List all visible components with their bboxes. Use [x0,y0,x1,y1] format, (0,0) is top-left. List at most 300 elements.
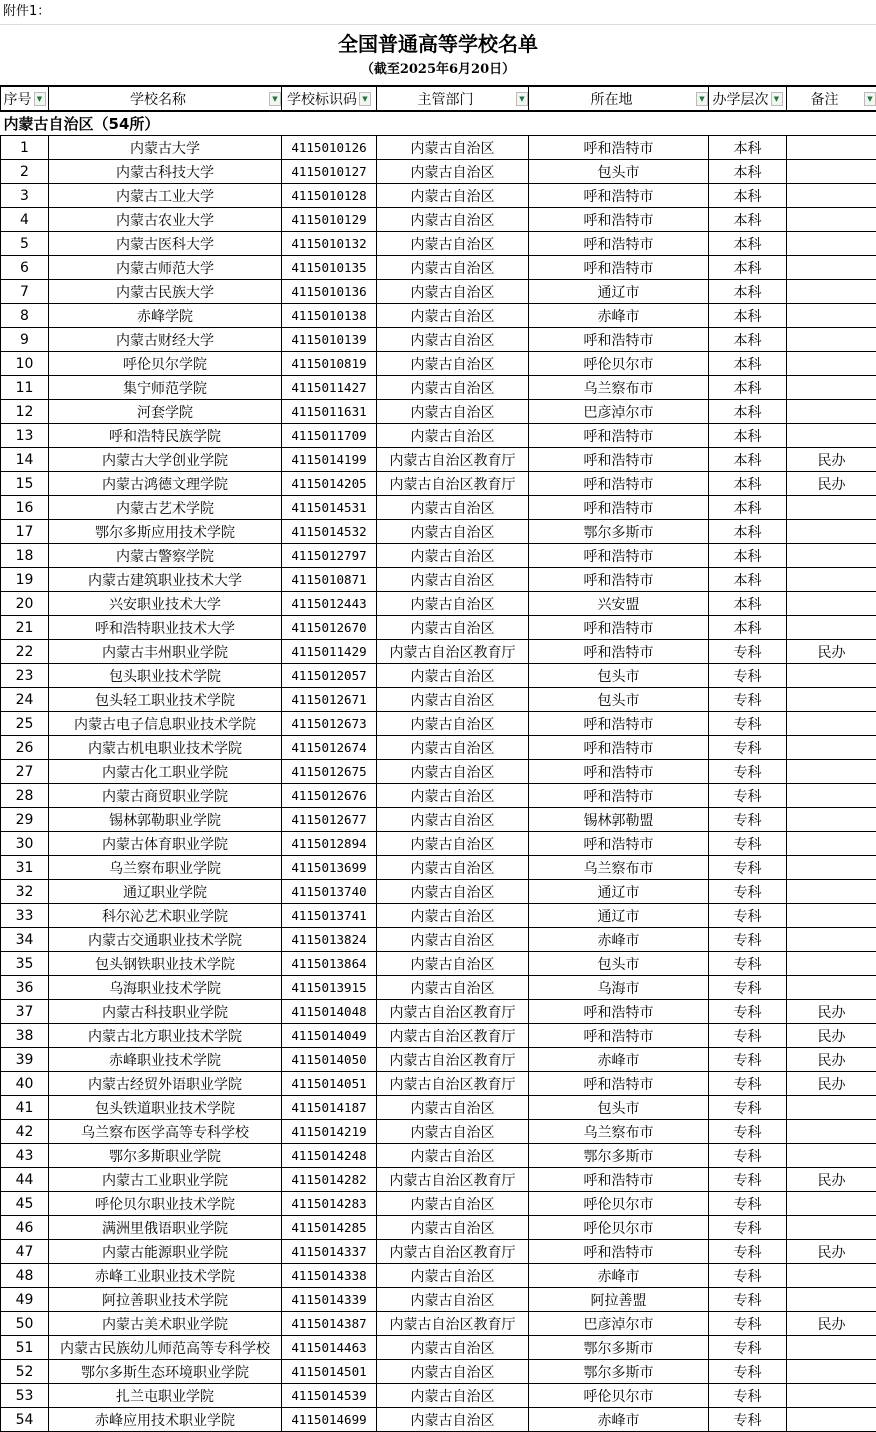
cell-name[interactable]: 内蒙古工业大学 [49,184,282,208]
cell-level[interactable]: 专科 [709,880,787,904]
cell-location[interactable]: 呼和浩特市 [529,1024,709,1048]
cell-index[interactable]: 16 [1,496,49,520]
cell-index[interactable]: 34 [1,928,49,952]
cell-name[interactable]: 呼伦贝尔职业技术学院 [49,1192,282,1216]
cell-code[interactable]: 4115014338 [282,1264,377,1288]
cell-location[interactable]: 呼和浩特市 [529,136,709,160]
cell-index[interactable]: 53 [1,1384,49,1408]
cell-department[interactable]: 内蒙古自治区教育厅 [377,1168,529,1192]
cell-index[interactable]: 30 [1,832,49,856]
cell-code[interactable]: 4115014339 [282,1288,377,1312]
cell-location[interactable]: 呼和浩特市 [529,232,709,256]
cell-note[interactable]: 民办 [787,472,876,496]
cell-code[interactable]: 4115014539 [282,1384,377,1408]
cell-level[interactable]: 本科 [709,424,787,448]
cell-location[interactable]: 鄂尔多斯市 [529,520,709,544]
cell-name[interactable]: 内蒙古大学 [49,136,282,160]
cell-department[interactable]: 内蒙古自治区 [377,880,529,904]
cell-code[interactable]: 4115013741 [282,904,377,928]
cell-department[interactable]: 内蒙古自治区教育厅 [377,472,529,496]
cell-level[interactable]: 专科 [709,640,787,664]
cell-index[interactable]: 39 [1,1048,49,1072]
cell-department[interactable]: 内蒙古自治区 [377,1120,529,1144]
cell-note[interactable] [787,592,876,616]
cell-code[interactable]: 4115014337 [282,1240,377,1264]
cell-department[interactable]: 内蒙古自治区 [377,496,529,520]
cell-level[interactable]: 专科 [709,1288,787,1312]
cell-location[interactable]: 赤峰市 [529,1048,709,1072]
cell-index[interactable]: 20 [1,592,49,616]
cell-level[interactable]: 专科 [709,832,787,856]
cell-note[interactable] [787,256,876,280]
cell-index[interactable]: 22 [1,640,49,664]
cell-location[interactable]: 呼和浩特市 [529,640,709,664]
cell-note[interactable] [787,832,876,856]
cell-code[interactable]: 4115014282 [282,1168,377,1192]
cell-index[interactable]: 41 [1,1096,49,1120]
cell-index[interactable]: 5 [1,232,49,256]
cell-code[interactable]: 4115014219 [282,1120,377,1144]
cell-department[interactable]: 内蒙古自治区 [377,1264,529,1288]
cell-department[interactable]: 内蒙古自治区 [377,1192,529,1216]
cell-code[interactable]: 4115014387 [282,1312,377,1336]
cell-location[interactable]: 呼和浩特市 [529,472,709,496]
cell-note[interactable] [787,1360,876,1384]
cell-name[interactable]: 内蒙古北方职业技术学院 [49,1024,282,1048]
cell-note[interactable] [787,328,876,352]
cell-index[interactable]: 50 [1,1312,49,1336]
cell-department[interactable]: 内蒙古自治区 [377,736,529,760]
cell-name[interactable]: 内蒙古大学创业学院 [49,448,282,472]
cell-department[interactable]: 内蒙古自治区 [377,784,529,808]
cell-location[interactable]: 阿拉善盟 [529,1288,709,1312]
cell-name[interactable]: 内蒙古科技大学 [49,160,282,184]
cell-department[interactable]: 内蒙古自治区 [377,232,529,256]
cell-department[interactable]: 内蒙古自治区 [377,952,529,976]
cell-department[interactable]: 内蒙古自治区教育厅 [377,1024,529,1048]
cell-location[interactable]: 呼和浩特市 [529,736,709,760]
cell-note[interactable]: 民办 [787,1312,876,1336]
cell-level[interactable]: 专科 [709,1312,787,1336]
cell-name[interactable]: 赤峰职业技术学院 [49,1048,282,1072]
cell-location[interactable]: 包头市 [529,664,709,688]
cell-note[interactable] [787,424,876,448]
cell-name[interactable]: 阿拉善职业技术学院 [49,1288,282,1312]
cell-index[interactable]: 9 [1,328,49,352]
filter-dropdown-icon[interactable]: ▼ [696,92,708,106]
cell-department[interactable]: 内蒙古自治区 [377,616,529,640]
cell-location[interactable]: 包头市 [529,160,709,184]
cell-name[interactable]: 包头钢铁职业技术学院 [49,952,282,976]
cell-note[interactable] [787,184,876,208]
cell-name[interactable]: 内蒙古警察学院 [49,544,282,568]
cell-index[interactable]: 21 [1,616,49,640]
cell-code[interactable]: 4115011427 [282,376,377,400]
cell-note[interactable] [787,544,876,568]
cell-index[interactable]: 11 [1,376,49,400]
cell-note[interactable] [787,1192,876,1216]
cell-index[interactable]: 54 [1,1408,49,1432]
cell-name[interactable]: 内蒙古美术职业学院 [49,1312,282,1336]
cell-level[interactable]: 专科 [709,952,787,976]
cell-index[interactable]: 48 [1,1264,49,1288]
cell-department[interactable]: 内蒙古自治区教育厅 [377,1312,529,1336]
cell-code[interactable]: 4115014049 [282,1024,377,1048]
cell-location[interactable]: 赤峰市 [529,304,709,328]
cell-name[interactable]: 内蒙古师范大学 [49,256,282,280]
cell-index[interactable]: 49 [1,1288,49,1312]
cell-name[interactable]: 呼和浩特民族学院 [49,424,282,448]
cell-level[interactable]: 专科 [709,1168,787,1192]
cell-location[interactable]: 呼和浩特市 [529,208,709,232]
cell-code[interactable]: 4115010138 [282,304,377,328]
cell-location[interactable]: 锡林郭勒盟 [529,808,709,832]
cell-index[interactable]: 33 [1,904,49,928]
filter-dropdown-icon[interactable]: ▼ [269,92,281,106]
cell-name[interactable]: 内蒙古工业职业学院 [49,1168,282,1192]
cell-location[interactable]: 乌兰察布市 [529,376,709,400]
cell-location[interactable]: 呼伦贝尔市 [529,1216,709,1240]
cell-code[interactable]: 4115014699 [282,1408,377,1432]
cell-note[interactable] [787,352,876,376]
cell-code[interactable]: 4115014285 [282,1216,377,1240]
cell-department[interactable]: 内蒙古自治区 [377,856,529,880]
cell-department[interactable]: 内蒙古自治区教育厅 [377,1240,529,1264]
cell-note[interactable] [787,520,876,544]
cell-note[interactable]: 民办 [787,1000,876,1024]
cell-department[interactable]: 内蒙古自治区 [377,256,529,280]
cell-level[interactable]: 专科 [709,904,787,928]
cell-location[interactable]: 赤峰市 [529,1264,709,1288]
cell-location[interactable]: 兴安盟 [529,592,709,616]
cell-location[interactable]: 呼和浩特市 [529,448,709,472]
cell-index[interactable]: 40 [1,1072,49,1096]
cell-name[interactable]: 内蒙古商贸职业学院 [49,784,282,808]
cell-code[interactable]: 4115010135 [282,256,377,280]
cell-index[interactable]: 45 [1,1192,49,1216]
cell-code[interactable]: 4115010139 [282,328,377,352]
cell-level[interactable]: 本科 [709,256,787,280]
cell-code[interactable]: 4115011429 [282,640,377,664]
cell-code[interactable]: 4115012675 [282,760,377,784]
cell-level[interactable]: 专科 [709,1240,787,1264]
cell-code[interactable]: 4115011709 [282,424,377,448]
cell-index[interactable]: 44 [1,1168,49,1192]
cell-location[interactable]: 呼和浩特市 [529,616,709,640]
cell-code[interactable]: 4115014205 [282,472,377,496]
cell-note[interactable] [787,712,876,736]
cell-note[interactable] [787,208,876,232]
cell-level[interactable]: 专科 [709,1408,787,1432]
cell-note[interactable] [787,760,876,784]
cell-code[interactable]: 4115010126 [282,136,377,160]
cell-index[interactable]: 3 [1,184,49,208]
cell-department[interactable]: 内蒙古自治区教育厅 [377,1072,529,1096]
cell-level[interactable]: 专科 [709,712,787,736]
cell-department[interactable]: 内蒙古自治区 [377,760,529,784]
cell-level[interactable]: 专科 [709,784,787,808]
cell-department[interactable]: 内蒙古自治区 [377,328,529,352]
cell-note[interactable] [787,280,876,304]
cell-location[interactable]: 呼和浩特市 [529,1072,709,1096]
cell-department[interactable]: 内蒙古自治区 [377,976,529,1000]
cell-index[interactable]: 4 [1,208,49,232]
cell-code[interactable]: 4115012894 [282,832,377,856]
cell-level[interactable]: 专科 [709,856,787,880]
cell-level[interactable]: 专科 [709,760,787,784]
cell-level[interactable]: 本科 [709,208,787,232]
cell-location[interactable]: 呼伦贝尔市 [529,352,709,376]
cell-department[interactable]: 内蒙古自治区 [377,424,529,448]
cell-location[interactable]: 呼和浩特市 [529,568,709,592]
cell-index[interactable]: 32 [1,880,49,904]
cell-level[interactable]: 本科 [709,616,787,640]
cell-department[interactable]: 内蒙古自治区 [377,664,529,688]
cell-name[interactable]: 内蒙古建筑职业技术大学 [49,568,282,592]
cell-name[interactable]: 包头职业技术学院 [49,664,282,688]
cell-department[interactable]: 内蒙古自治区教育厅 [377,640,529,664]
cell-level[interactable]: 本科 [709,328,787,352]
cell-note[interactable] [787,1216,876,1240]
cell-note[interactable] [787,496,876,520]
cell-level[interactable]: 专科 [709,1144,787,1168]
cell-level[interactable]: 专科 [709,1216,787,1240]
cell-index[interactable]: 12 [1,400,49,424]
cell-level[interactable]: 专科 [709,976,787,1000]
cell-code[interactable]: 4115014532 [282,520,377,544]
cell-code[interactable]: 4115010129 [282,208,377,232]
cell-note[interactable]: 民办 [787,448,876,472]
cell-index[interactable]: 14 [1,448,49,472]
cell-name[interactable]: 鄂尔多斯职业学院 [49,1144,282,1168]
cell-name[interactable]: 包头轻工职业技术学院 [49,688,282,712]
cell-name[interactable]: 呼和浩特职业技术大学 [49,616,282,640]
cell-level[interactable]: 本科 [709,400,787,424]
cell-level[interactable]: 专科 [709,928,787,952]
cell-name[interactable]: 内蒙古鸿德文理学院 [49,472,282,496]
cell-location[interactable]: 呼和浩特市 [529,424,709,448]
cell-department[interactable]: 内蒙古自治区 [377,1384,529,1408]
cell-code[interactable]: 4115013915 [282,976,377,1000]
cell-name[interactable]: 内蒙古农业大学 [49,208,282,232]
cell-level[interactable]: 专科 [709,1096,787,1120]
cell-location[interactable]: 呼和浩特市 [529,1168,709,1192]
cell-code[interactable]: 4115010871 [282,568,377,592]
cell-department[interactable]: 内蒙古自治区 [377,1360,529,1384]
cell-department[interactable]: 内蒙古自治区 [377,376,529,400]
cell-index[interactable]: 10 [1,352,49,376]
cell-location[interactable]: 通辽市 [529,880,709,904]
cell-index[interactable]: 8 [1,304,49,328]
cell-name[interactable]: 内蒙古能源职业学院 [49,1240,282,1264]
cell-location[interactable]: 鄂尔多斯市 [529,1144,709,1168]
cell-name[interactable]: 赤峰学院 [49,304,282,328]
cell-level[interactable]: 专科 [709,1384,787,1408]
cell-level[interactable]: 专科 [709,1072,787,1096]
cell-department[interactable]: 内蒙古自治区 [377,160,529,184]
cell-index[interactable]: 51 [1,1336,49,1360]
cell-level[interactable]: 本科 [709,496,787,520]
cell-level[interactable]: 本科 [709,136,787,160]
cell-level[interactable]: 本科 [709,544,787,568]
cell-department[interactable]: 内蒙古自治区 [377,400,529,424]
cell-name[interactable]: 兴安职业技术大学 [49,592,282,616]
cell-code[interactable]: 4115013864 [282,952,377,976]
cell-level[interactable]: 本科 [709,520,787,544]
cell-location[interactable]: 呼和浩特市 [529,544,709,568]
cell-location[interactable]: 呼和浩特市 [529,760,709,784]
cell-name[interactable]: 内蒙古电子信息职业技术学院 [49,712,282,736]
cell-note[interactable] [787,1384,876,1408]
cell-department[interactable]: 内蒙古自治区 [377,712,529,736]
cell-name[interactable]: 呼伦贝尔学院 [49,352,282,376]
cell-note[interactable]: 民办 [787,1168,876,1192]
cell-note[interactable] [787,736,876,760]
cell-level[interactable]: 本科 [709,160,787,184]
cell-level[interactable]: 专科 [709,1120,787,1144]
cell-note[interactable] [787,1408,876,1432]
cell-code[interactable]: 4115014050 [282,1048,377,1072]
cell-code[interactable]: 4115014248 [282,1144,377,1168]
cell-name[interactable]: 内蒙古机电职业技术学院 [49,736,282,760]
cell-department[interactable]: 内蒙古自治区 [377,1288,529,1312]
cell-note[interactable]: 民办 [787,1240,876,1264]
cell-level[interactable]: 专科 [709,1336,787,1360]
cell-level[interactable]: 本科 [709,472,787,496]
cell-location[interactable]: 赤峰市 [529,928,709,952]
cell-index[interactable]: 38 [1,1024,49,1048]
cell-index[interactable]: 2 [1,160,49,184]
cell-code[interactable]: 4115010128 [282,184,377,208]
cell-name[interactable]: 通辽职业学院 [49,880,282,904]
cell-index[interactable]: 15 [1,472,49,496]
cell-level[interactable]: 本科 [709,448,787,472]
cell-level[interactable]: 本科 [709,232,787,256]
cell-index[interactable]: 6 [1,256,49,280]
cell-note[interactable] [787,904,876,928]
cell-note[interactable] [787,1288,876,1312]
cell-level[interactable]: 本科 [709,184,787,208]
cell-department[interactable]: 内蒙古自治区 [377,208,529,232]
cell-index[interactable]: 27 [1,760,49,784]
cell-location[interactable]: 通辽市 [529,904,709,928]
cell-code[interactable]: 4115011631 [282,400,377,424]
cell-name[interactable]: 赤峰工业职业技术学院 [49,1264,282,1288]
cell-index[interactable]: 7 [1,280,49,304]
cell-level[interactable]: 本科 [709,352,787,376]
cell-level[interactable]: 专科 [709,1360,787,1384]
cell-index[interactable]: 25 [1,712,49,736]
cell-name[interactable]: 鄂尔多斯生态环境职业学院 [49,1360,282,1384]
cell-note[interactable] [787,1120,876,1144]
cell-level[interactable]: 专科 [709,1000,787,1024]
cell-index[interactable]: 29 [1,808,49,832]
cell-level[interactable]: 本科 [709,568,787,592]
cell-note[interactable] [787,568,876,592]
cell-note[interactable] [787,1144,876,1168]
cell-name[interactable]: 内蒙古艺术学院 [49,496,282,520]
cell-code[interactable]: 4115012057 [282,664,377,688]
cell-index[interactable]: 42 [1,1120,49,1144]
cell-code[interactable]: 4115012676 [282,784,377,808]
cell-code[interactable]: 4115012674 [282,736,377,760]
cell-level[interactable]: 本科 [709,592,787,616]
cell-level[interactable]: 本科 [709,304,787,328]
cell-location[interactable]: 呼和浩特市 [529,328,709,352]
cell-code[interactable]: 4115014531 [282,496,377,520]
cell-index[interactable]: 52 [1,1360,49,1384]
cell-index[interactable]: 17 [1,520,49,544]
cell-code[interactable]: 4115012671 [282,688,377,712]
cell-level[interactable]: 专科 [709,808,787,832]
cell-index[interactable]: 24 [1,688,49,712]
cell-note[interactable] [787,232,876,256]
cell-note[interactable] [787,976,876,1000]
cell-name[interactable]: 扎兰屯职业学院 [49,1384,282,1408]
cell-name[interactable]: 集宁师范学院 [49,376,282,400]
cell-department[interactable]: 内蒙古自治区 [377,688,529,712]
filter-dropdown-icon[interactable]: ▼ [771,92,783,106]
cell-department[interactable]: 内蒙古自治区 [377,280,529,304]
cell-department[interactable]: 内蒙古自治区 [377,1336,529,1360]
cell-name[interactable]: 内蒙古医科大学 [49,232,282,256]
cell-location[interactable]: 乌兰察布市 [529,856,709,880]
cell-note[interactable] [787,856,876,880]
filter-dropdown-icon[interactable]: ▼ [34,92,46,106]
cell-location[interactable]: 鄂尔多斯市 [529,1360,709,1384]
cell-name[interactable]: 内蒙古丰州职业学院 [49,640,282,664]
cell-location[interactable]: 鄂尔多斯市 [529,1336,709,1360]
cell-level[interactable]: 专科 [709,664,787,688]
cell-department[interactable]: 内蒙古自治区 [377,1144,529,1168]
cell-location[interactable]: 呼和浩特市 [529,712,709,736]
cell-code[interactable]: 4115012677 [282,808,377,832]
cell-index[interactable]: 18 [1,544,49,568]
cell-note[interactable] [787,808,876,832]
cell-department[interactable]: 内蒙古自治区 [377,352,529,376]
cell-index[interactable]: 37 [1,1000,49,1024]
cell-name[interactable]: 内蒙古化工职业学院 [49,760,282,784]
cell-department[interactable]: 内蒙古自治区 [377,808,529,832]
cell-note[interactable] [787,1264,876,1288]
cell-code[interactable]: 4115010819 [282,352,377,376]
cell-name[interactable]: 鄂尔多斯应用技术学院 [49,520,282,544]
cell-location[interactable]: 巴彦淖尔市 [529,400,709,424]
cell-location[interactable]: 呼和浩特市 [529,184,709,208]
cell-note[interactable] [787,928,876,952]
cell-department[interactable]: 内蒙古自治区 [377,304,529,328]
cell-code[interactable]: 4115013699 [282,856,377,880]
cell-index[interactable]: 31 [1,856,49,880]
cell-location[interactable]: 乌兰察布市 [529,1120,709,1144]
cell-level[interactable]: 本科 [709,376,787,400]
cell-note[interactable] [787,376,876,400]
cell-location[interactable]: 包头市 [529,952,709,976]
cell-code[interactable]: 4115012797 [282,544,377,568]
cell-note[interactable] [787,400,876,424]
cell-name[interactable]: 包头铁道职业技术学院 [49,1096,282,1120]
cell-name[interactable]: 赤峰应用技术职业学院 [49,1408,282,1432]
cell-name[interactable]: 乌海职业技术学院 [49,976,282,1000]
cell-location[interactable]: 呼和浩特市 [529,496,709,520]
cell-note[interactable] [787,784,876,808]
cell-code[interactable]: 4115014187 [282,1096,377,1120]
cell-level[interactable]: 专科 [709,1264,787,1288]
cell-name[interactable]: 内蒙古科技职业学院 [49,1000,282,1024]
cell-level[interactable]: 专科 [709,1024,787,1048]
cell-index[interactable]: 1 [1,136,49,160]
cell-index[interactable]: 13 [1,424,49,448]
